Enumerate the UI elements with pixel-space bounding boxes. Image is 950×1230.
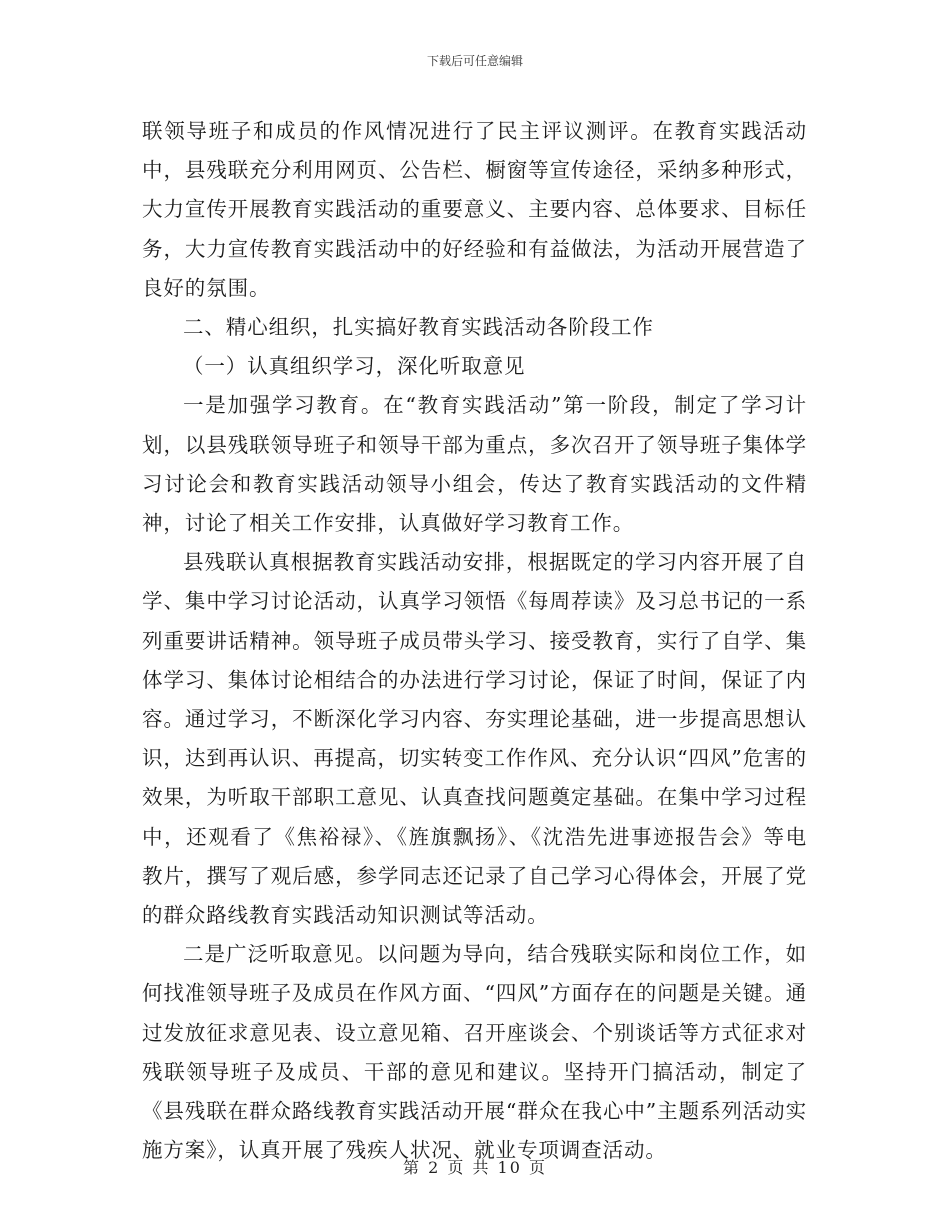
paragraph-study-education: 一是加强学习教育。在“教育实践活动”第一阶段，制定了学习计划，以县残联领导班子和领导干部为重点，多次召开了领导班子集体学习讨论会和教育实践活动领导小组会，传达了教育实践活动的文件精神，讨论了相关工作安排，认真做好学习教育工作。 — [142, 393, 807, 536]
page-header: 下载后可任意编辑 — [426, 54, 523, 68]
section-heading: 二、精心组织，扎实搞好教育实践活动各阶段工作 — [183, 315, 654, 340]
page-number: 第 2 页 共 10 页 — [403, 1158, 547, 1177]
document-body — [142, 112, 807, 1170]
subsection-heading: （一）认真组织学习，深化听取意见 — [183, 354, 526, 379]
paragraph-self-study: 县残联认真根据教育实践活动安排，根据既定的学习内容开展了自学、集中学习讨论活动，认真学习领悟《每周荐读》及习总书记的一系列重要讲话精神。领导班子成员带头学习、接受教育，实行了自学、集体学习、集体讨论相结合的办法进行学习讨论，保证了时间，保证了内容。通过学习，不断深化学习内容、夯实理论基础，进一步提高思想认识，达到再认识、再提高，切实转变工作作风、充分认识“四风”危害的效果，为听取干部职工意见、认真查找问题奠定基础。在集中学习过程中，还观看了《焦裕禄》、《旌旗飘扬》、《沈浩先进事迹报告会》等电教片，撰写了观后感，参学同志还记录了自己学习心得体会，开展了党的群众路线教育实践活动知识测试等活动。 — [142, 550, 807, 928]
paragraph-listen-opinions: 二是广泛听取意见。以问题为导向，结合残联实际和岗位工作，如何找准领导班子及成员在作风方面、“四风”方面存在的问题是关键。通过发放征求意见表、设立意见箱、召开座谈会、个别谈话等方式征求对残联领导班子及成员、干部的意见和建议。坚持开门搞活动，制定了《县残联在群众路线教育实践活动开展“群众在我心中”主题系列活动实施方案》，认真开展了残疾人状况、就业专项调查活动。 — [142, 942, 807, 1163]
paragraph-continuation: 联领导班子和成员的作风情况进行了民主评议测评。在教育实践活动中，县残联充分利用网页、公告栏、橱窗等宣传途径，采纳多种形式，大力宣传开展教育实践活动的重要意义、主要内容、总体要求、目标任务，大力宣传教育实践活动中的好经验和有益做法，为活动开展营造了良好的氛围。 — [142, 119, 807, 300]
